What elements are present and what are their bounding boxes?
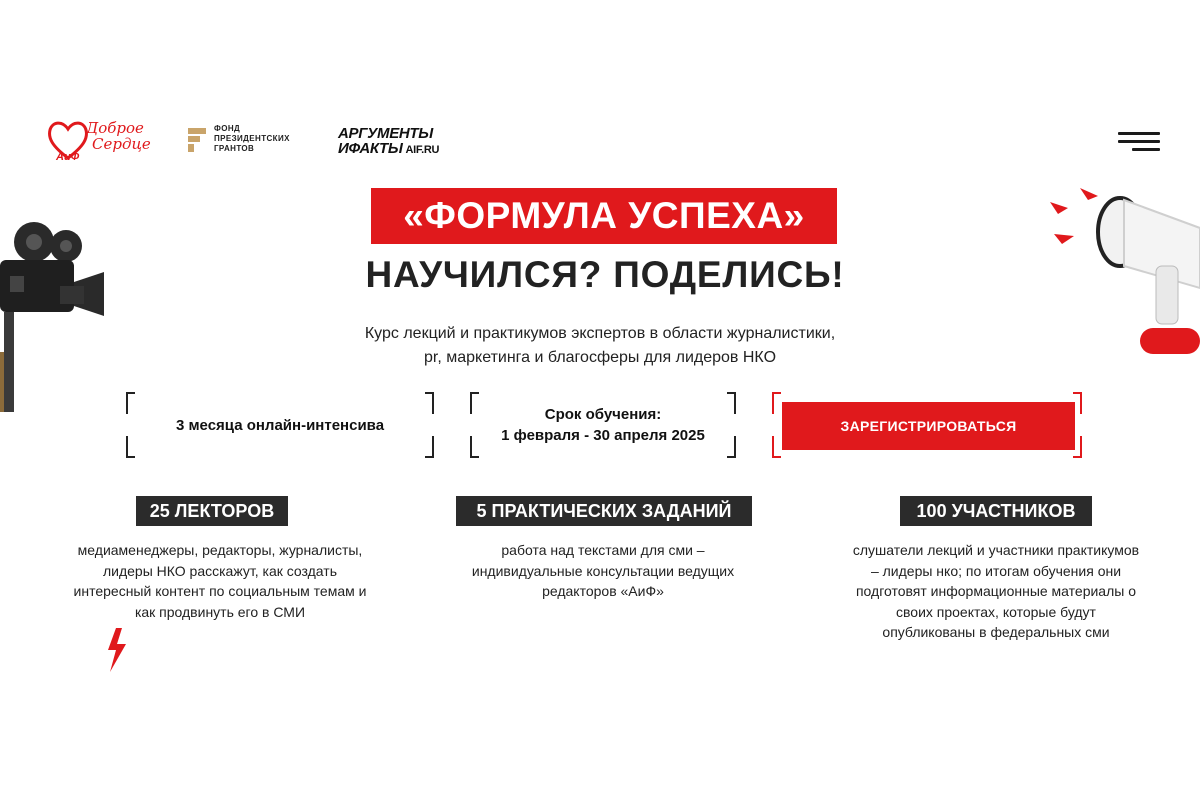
aif-mark: АиФ xyxy=(56,151,80,163)
desc-line: подготовят информационные материалы о xyxy=(855,583,1137,599)
desc-line: интересный контент по социальным темам и xyxy=(73,583,367,599)
script-line2: Сердце xyxy=(92,135,151,153)
megaphone-icon xyxy=(1040,178,1200,358)
stat-desc-participants xyxy=(818,540,1174,643)
film-camera-icon xyxy=(0,212,112,412)
period-box xyxy=(470,392,736,458)
lightning-icon xyxy=(104,628,128,672)
duration-text: 3 месяца онлайн-интенсива xyxy=(175,416,385,434)
desc-line: индивидуальные консультации ведущих xyxy=(471,562,735,579)
fpg-line2: ПРЕЗИДЕНТСКИХ xyxy=(214,134,290,143)
stat-desc-lecturers xyxy=(40,540,400,622)
heart-icon xyxy=(46,118,90,164)
aif-line2: ИФАКТЫ xyxy=(338,140,403,157)
course-description xyxy=(290,322,910,370)
dobroe-script xyxy=(86,120,151,152)
desc-line: опубликованы в федеральных сми xyxy=(882,624,1110,640)
hamburger-menu-icon[interactable] xyxy=(1118,132,1160,152)
fpg-line3: ГРАНТОВ xyxy=(214,144,255,153)
aif-line1: АРГУМЕНТЫ xyxy=(338,125,433,142)
aif-line2-row xyxy=(338,141,439,158)
subtitle-line1: Курс лекций и практикумов экспертов в области журналистики, xyxy=(364,325,836,342)
dobroe-serdce-logo[interactable] xyxy=(46,118,154,166)
stat-desc-assignments xyxy=(430,540,776,602)
fpg-line1: ФОНД xyxy=(214,124,241,133)
aif-domain: AIF.RU xyxy=(405,144,440,156)
stat-badge-assignments: 5 ПРАКТИЧЕСКИХ ЗАДАНИЙ xyxy=(456,496,752,526)
stat-badge-lecturers: 25 ЛЕКТОРОВ xyxy=(136,496,288,526)
register-button[interactable]: ЗАРЕГИСТРИРОВАТЬСЯ xyxy=(782,402,1075,450)
fpg-text xyxy=(214,124,290,154)
duration-box xyxy=(126,392,434,458)
period-value: 1 февраля - 30 апреля 2025 xyxy=(501,427,705,444)
stat-badge-participants: 100 УЧАСТНИКОВ xyxy=(900,496,1092,526)
desc-line: своих проектах, которые будут xyxy=(896,603,1096,620)
desc-line: работа над текстами для сми – xyxy=(501,542,705,558)
period-label: Срок обучения: xyxy=(544,406,662,423)
desc-line: редакторов «АиФ» xyxy=(542,583,664,599)
subtitle-line2: pr, маркетинга и благосферы для лидеров НКО xyxy=(423,349,777,366)
desc-line: лидеры НКО расскажут, как создать xyxy=(102,562,337,579)
fpg-mark-icon xyxy=(186,126,206,152)
desc-line: медиаменеджеры, редакторы, журналисты, xyxy=(77,542,363,558)
course-title-badge: «ФОРМУЛА УСПЕХА» xyxy=(371,188,837,244)
page-title: НАУЧИЛСЯ? ПОДЕЛИСЬ! xyxy=(365,254,845,295)
fpg-logo[interactable] xyxy=(186,124,290,154)
desc-line: как продвинуть его в СМИ xyxy=(134,603,306,620)
desc-line: слушатели лекций и участники практикумов xyxy=(852,542,1140,558)
aif-logo[interactable] xyxy=(338,126,439,158)
script-line1: Доброе xyxy=(86,119,144,137)
desc-line: – лидеры нко; по итогам обучения они xyxy=(870,562,1122,579)
